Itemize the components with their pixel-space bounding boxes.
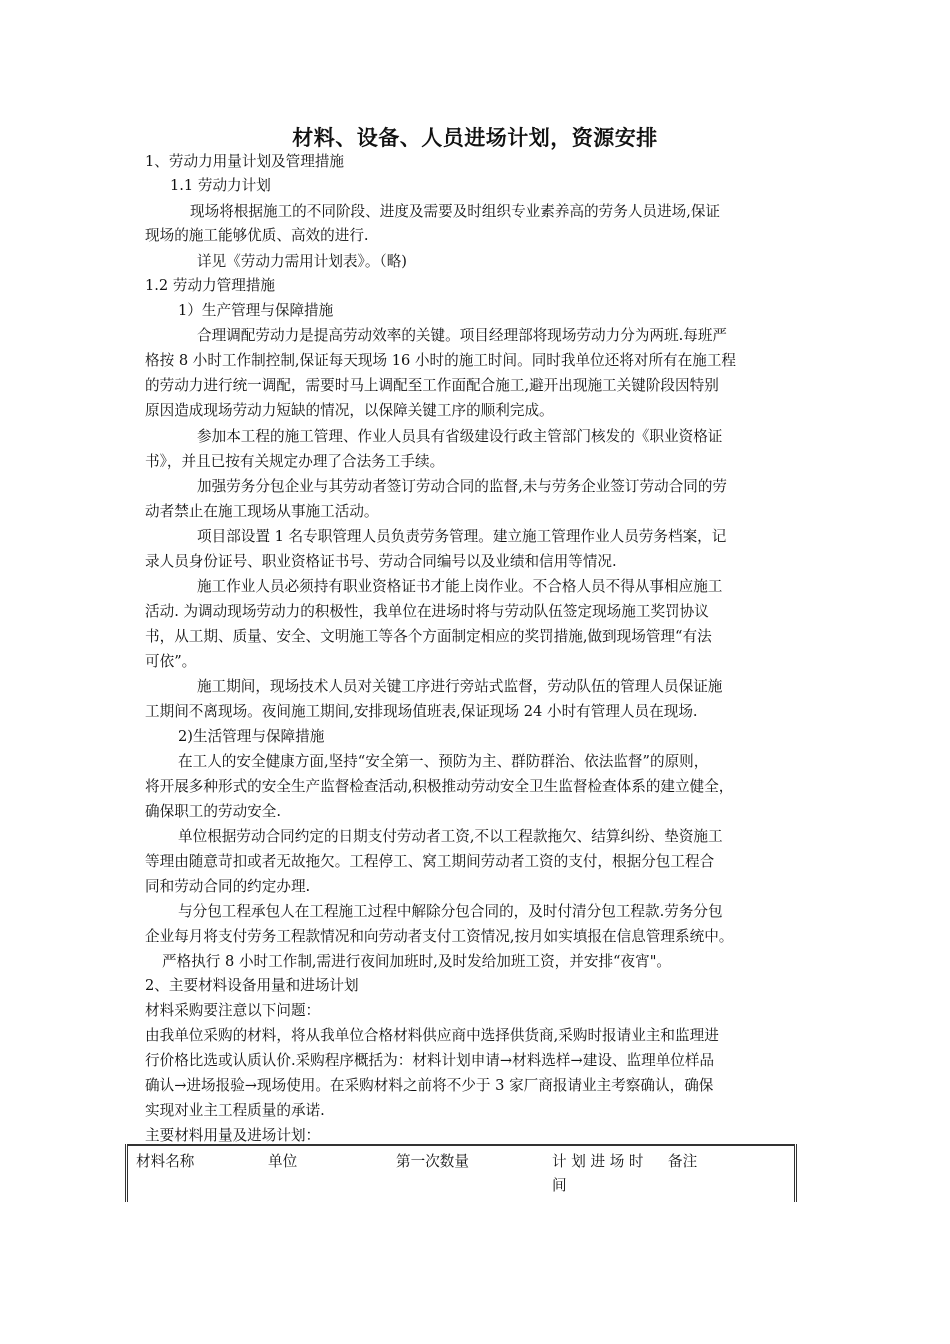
text-line: 确认→进场报验→现场使用。在采购材料之前将不少于 3 家厂商报请业主考察确认，确保 bbox=[145, 1077, 714, 1094]
text-line: 工期间不离现场。夜间施工期间,安排现场值班表,保证现场 24 小时有管理人员在现场. bbox=[145, 703, 698, 720]
text-line: 2、主要材料设备用量和进场计划 bbox=[145, 977, 359, 994]
text-line: 原因造成现场劳动力短缺的情况，以保障关键工序的顺利完成。 bbox=[145, 402, 554, 419]
header-remarks: 备注 bbox=[668, 1153, 698, 1170]
text-line: 与分包工程承包人在工程施工过程中解除分包合同的，及时付清分包工程款.劳务分包 bbox=[178, 903, 723, 920]
text-line: 可依”。 bbox=[145, 653, 197, 670]
text-line: 现场的施工能够优质、高效的进行. bbox=[145, 227, 369, 244]
header-material-name: 材料名称 bbox=[136, 1153, 195, 1170]
text-line: 将开展多种形式的安全生产监督检查活动,积极推动劳动安全卫生监督检查体系的建立健全， bbox=[145, 778, 734, 795]
text-line: 由我单位采购的材料，将从我单位合格材料供应商中选择供货商,采购时报请业主和监理进 bbox=[145, 1027, 719, 1044]
header-plan-line2: 间 bbox=[552, 1177, 567, 1194]
text-line: 企业每月将支付劳务工程款情况和向劳动者支付工资情况,按月如实填报在信息管理系统中。 bbox=[145, 928, 734, 945]
text-line: 现场将根据施工的不同阶段、进度及需要及时组织专业素养高的劳务人员进场,保证 bbox=[190, 203, 721, 220]
text-line: 活动. 为调动现场劳动力的积极性，我单位在进场时将与劳动队伍签定现场施工奖罚协议 bbox=[145, 603, 709, 620]
text-line: 2)生活管理与保障措施 bbox=[178, 728, 325, 745]
text-line: 严格执行 8 小时工作制,需进行夜间加班时,及时发给加班工资，并安排“夜宵"。 bbox=[162, 953, 672, 970]
text-line: 1.1 劳动力计划 bbox=[170, 177, 271, 194]
text-line: 1）生产管理与保障措施 bbox=[178, 302, 334, 319]
text-line: 项目部设置 1 名专职管理人员负责劳务管理。建立施工管理作业人员劳务档案，记 bbox=[197, 528, 727, 545]
table-header-row bbox=[127, 1145, 796, 1202]
text-line: 详见《劳动力需用计划表》。（略) bbox=[197, 253, 408, 270]
text-line: 材料采购要注意以下问题： bbox=[145, 1002, 321, 1019]
header-plan-line1: 计 划 进 场 时 bbox=[552, 1153, 644, 1170]
text-line: 书，从工期、质量、安全、文明施工等各个方面制定相应的奖罚措施,做到现场管理“有法 bbox=[145, 628, 712, 645]
text-line: 施工期间，现场技术人员对关键工序进行旁站式监督，劳动队伍的管理人员保证施 bbox=[197, 678, 723, 695]
text-line: 1.2 劳动力管理措施 bbox=[145, 277, 276, 294]
header-plan-entry-time bbox=[544, 1145, 660, 1202]
text-line: 动者禁止在施工现场从事施工活动。 bbox=[145, 503, 379, 520]
text-line: 在工人的安全健康方面,坚持“安全第一、预防为主、群防群治、依法监督”的原则， bbox=[178, 753, 709, 770]
text-line: 格按 8 小时工作制控制,保证每天现场 16 小时的施工时间。同时我单位还将对所有在施工程 bbox=[145, 352, 737, 369]
document-title: 材料、设备、人员进场计划，资源安排 bbox=[292, 125, 658, 150]
text-line: 录人员身份证号、职业资格证书号、劳动合同编号以及业绩和信用等情况. bbox=[145, 553, 617, 570]
text-line: 同和劳动合同的约定办理. bbox=[145, 878, 311, 895]
text-line: 实现对业主工程质量的承诺. bbox=[145, 1102, 325, 1119]
materials-table bbox=[125, 1144, 797, 1202]
text-line: 合理调配劳动力是提高劳动效率的关键。项目经理部将现场劳动力分为两班.每班严 bbox=[197, 327, 728, 344]
text-line: 施工作业人员必须持有职业资格证书才能上岗作业。不合格人员不得从事相应施工 bbox=[197, 578, 723, 595]
text-line: 书》，并且已按有关规定办理了合法务工手续。 bbox=[145, 453, 445, 470]
text-line: 等理由随意苛扣或者无故拖欠。工程停工、窝工期间劳动者工资的支付，根据分包工程合 bbox=[145, 853, 715, 870]
text-line: 1、劳动力用量计划及管理措施 bbox=[145, 153, 345, 170]
text-line: 行价格比选或认质认价.采购程序概括为：材料计划申请→材料选样→建设、监理单位样品 bbox=[145, 1052, 715, 1069]
text-line: 确保职工的劳动安全. bbox=[145, 803, 281, 820]
text-line: 主要材料用量及进场计划： bbox=[145, 1127, 321, 1144]
header-unit: 单位 bbox=[268, 1153, 298, 1170]
header-first-quantity: 第一次数量 bbox=[396, 1153, 469, 1170]
text-line: 单位根据劳动合同约定的日期支付劳动者工资,不以工程款拖欠、结算纠纷、垫资施工 bbox=[178, 828, 723, 845]
text-line: 加强劳务分包企业与其劳动者签订劳动合同的监督,未与劳务企业签订劳动合同的劳 bbox=[197, 478, 728, 495]
text-line: 的劳动力进行统一调配，需要时马上调配至工作面配合施工,避开出现施工关键阶段因特别 bbox=[145, 377, 719, 394]
text-line: 参加本工程的施工管理、作业人员具有省级建设行政主管部门核发的《职业资格证 bbox=[197, 428, 723, 445]
